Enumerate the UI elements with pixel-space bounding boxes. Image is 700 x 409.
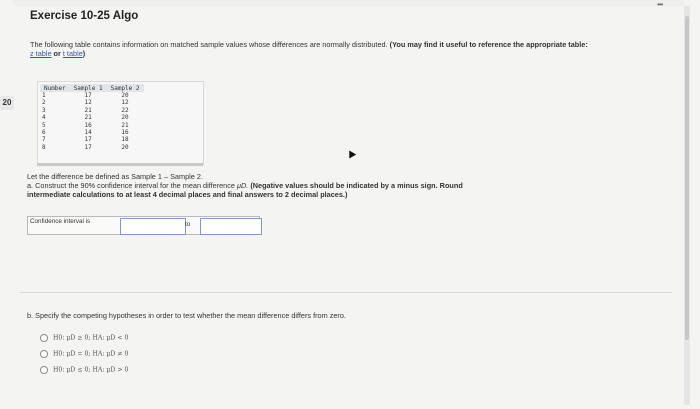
table-cell: 14 [84,129,92,137]
part-b-prompt: b. Specify the competing hypotheses in order to test whether the mean difference differs from zero. [27,311,346,320]
table-cell: 17 [84,92,92,99]
table-cell: 7 [42,136,46,144]
table-row [40,99,144,106]
radio-button[interactable] [40,366,48,374]
table-cell: 12 [84,99,92,107]
table-cell: 3 [42,106,46,114]
table-cell: 21 [121,121,129,129]
top-strip [14,0,684,6]
table-cell: 16 [121,129,129,137]
page-title: Exercise 10-25 Algo [30,10,139,22]
table-row [40,136,144,143]
hypothesis-text: H0: μD ≤ 0; HA: μD > 0 [53,366,129,374]
hypothesis-option-1[interactable] [40,334,128,343]
table-cell: 17 [84,143,92,151]
table-underline [37,163,203,166]
ci-label: Confidence interval is [30,218,91,225]
ci-lower-input[interactable] [120,218,186,235]
column-header-number: Number [40,84,70,92]
table-cell: 20 [121,143,129,151]
or-text: or [53,49,61,58]
t-table-link[interactable]: t table [62,49,83,58]
part-a-instruction: (Negative values should be indicated by a minus sign. Round [250,181,463,190]
more-menu-icon[interactable]: ••• [657,0,663,9]
z-table-link[interactable]: z table [30,49,52,58]
ci-upper-input[interactable] [200,218,262,235]
intro-instruction: (You may find it useful to reference the appropriate table: [389,40,588,49]
hypothesis-text: H0: μD = 0; HA: μD ≠ 0 [53,350,129,358]
part-a-instruction-cont: intermediate calculations to at least 4 decimal places and final answers to 2 decimal places.) [27,190,348,199]
table-row [40,114,144,121]
question-number-badge: 20 [0,96,14,110]
table-cell: 21 [84,114,92,122]
table-cell: 12 [121,99,129,107]
table-cell: 21 [84,106,92,114]
confidence-interval-row [27,216,260,235]
table-cell: 4 [42,114,46,122]
table-cell: 22 [121,106,129,114]
table-cell: 18 [121,136,129,144]
table-cell: 5 [42,121,46,129]
part-a-text [27,172,587,199]
mouse-cursor-icon [346,148,356,158]
table-row [40,129,144,136]
data-table [40,84,144,151]
column-header-sample1: Sample 1 [70,84,107,92]
difference-definition: Let the difference be defined as Sample 1 – Sample 2. [27,172,203,181]
table-row [40,144,144,151]
part-a-prompt [27,181,587,190]
column-header-sample2: Sample 2 [107,84,144,92]
table-cell: 16 [84,121,92,129]
close-paren: ) [82,49,86,58]
radio-button[interactable] [40,350,48,358]
part-a-question: a. Construct the 90% confidence interval for the mean difference [27,181,235,190]
mu-d-symbol: μD. [236,181,249,190]
table-row [40,92,144,99]
table-row [40,107,144,114]
table-cell: 1 [42,92,46,99]
intro-sentence: The following table contains information on matched sample values whose differences are normally distributed. [30,40,388,49]
hypothesis-text: H0: μD ≥ 0; HA: μD < 0 [53,334,129,342]
table-cell: 17 [84,136,92,144]
table-cell: 8 [42,143,46,151]
vertical-scrollbar[interactable] [684,6,690,405]
table-cell: 6 [42,129,46,137]
scrollbar-thumb[interactable] [685,16,689,340]
table-cell: 2 [42,99,46,107]
hypothesis-option-2[interactable] [40,350,128,359]
radio-button[interactable] [40,334,48,342]
divider [20,292,672,293]
intro-text [30,40,590,58]
table-cell: 20 [121,114,129,122]
table-row [40,122,144,129]
table-cell: 20 [121,92,129,99]
hypothesis-option-3[interactable] [40,366,128,375]
table-header-row [40,84,144,92]
ci-to-label: to [185,221,191,228]
